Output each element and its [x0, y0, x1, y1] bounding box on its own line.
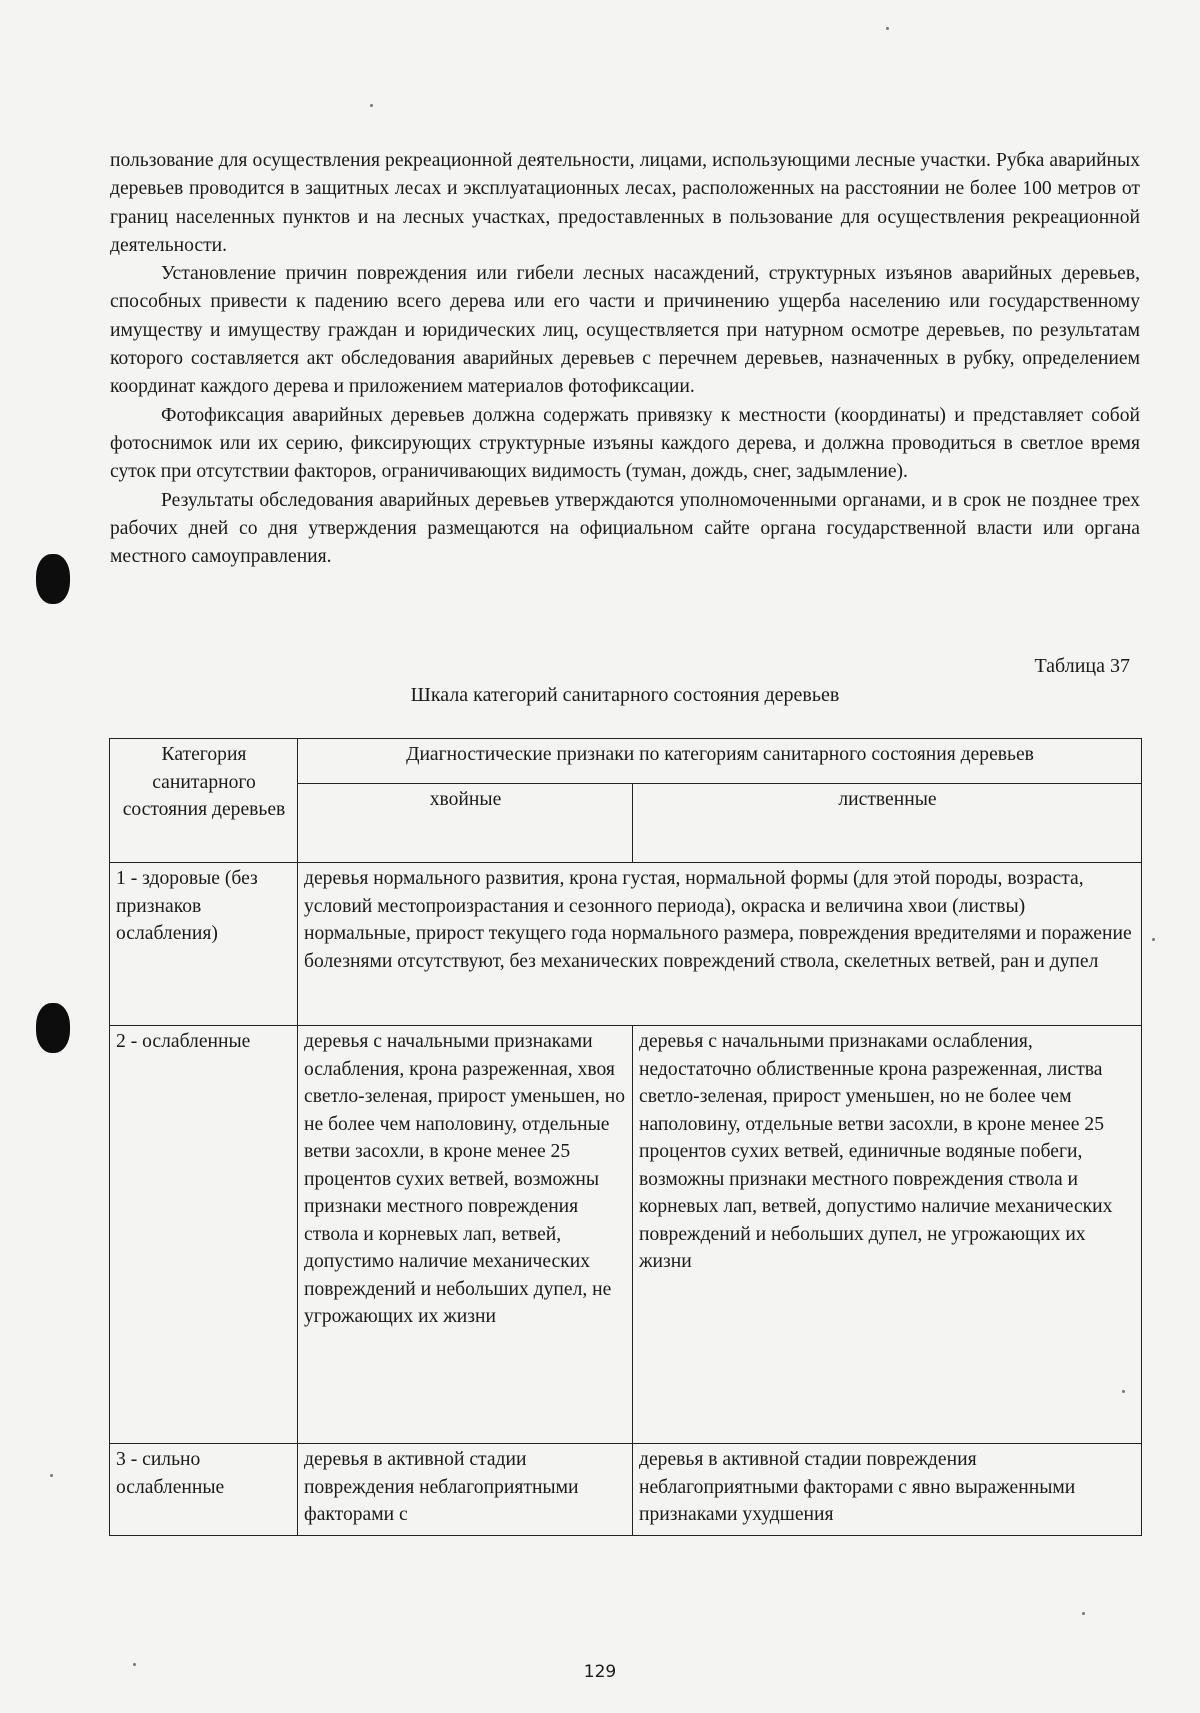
sanitary-category-table: [109, 738, 1142, 1536]
scan-speck: [1152, 938, 1155, 941]
header-deciduous: лиственные: [633, 784, 1142, 863]
paragraph-1: пользование для осуществления рекреационной деятельности, лицами, использующими лесные участки. Рубка аварийных деревьев проводится в защитных лесах и эксплуатационных лесах, расположенных на расстоянии не более 100 метров от границ населенных пунктов и на лесных участках, предоставленных в пользование для осуществления рекреационной деятельности.: [110, 150, 1140, 256]
page-number: 129: [583, 1662, 617, 1682]
scan-speck: [370, 104, 373, 107]
header-coniferous: хвойные: [298, 784, 633, 863]
header-category: Категория санитарного состояния деревьев: [110, 739, 298, 863]
row-category: 1 - здоровые (без признаков ослабления): [110, 863, 298, 1026]
table-title: Шкала категорий санитарного состояния деревьев: [410, 684, 840, 706]
row-deciduous-signs: деревья с начальными признаками ослабления, недостаточно облиственные крона разреженная, листва светло-зеленая, прирост уменьшен, но не более чем наполовину, отдельные ветви засохли, в кроне менее 25 процентов сухих ветвей, единичные водяные побеги, возможны признаки местного повреждения ствола и корневых лап, ветвей, допустимо наличие механических повреждений и небольших дупел, не угрожающих их жизни: [633, 1026, 1142, 1444]
row-deciduous-signs: деревья в активной стадии повреждения неблагоприятными факторами с явно выраженными признаками ухудшения: [633, 1444, 1142, 1536]
scan-speck: [1082, 1612, 1085, 1615]
row-coniferous-signs: деревья с начальными признаками ослабления, крона разреженная, хвоя светло-зеленая, прирост уменьшен, но не более чем наполовину, отдельные ветви засохли, в кроне менее 25 процентов сухих ветвей, возможны признаки местного повреждения ствола и корневых лап, ветвей, допустимо наличие механических повреждений и небольших дупел, не угрожающих их жизни: [298, 1026, 633, 1444]
paragraph-4: Результаты обследования аварийных деревьев утверждаются уполномоченными органами, и в срок не позднее трех рабочих дней со дня утверждения размещаются на официальном сайте органа государственной власти или органа местного самоуправления.: [110, 489, 1140, 568]
row-category: 2 - ослабленные: [110, 1026, 298, 1444]
row-merged-signs: деревья нормального развития, крона густая, нормальной формы (для этой породы, возраста, условий местопроизрастания и сезонного периода), окраска и величина хвои (листвы) нормальные, прирост текущего года нормального размера, повреждения вредителями и поражение болезнями отсутствуют, без механических повреждений ствола, скелетных ветвей, ран и дупел: [298, 863, 1142, 1026]
table-header-row: [110, 739, 1142, 784]
paragraph-3: Фотофиксация аварийных деревьев должна содержать привязку к местности (координаты) и представляет собой фотоснимок или их серию, фиксирующих структурные изъяны каждого дерева, и должна проводиться в светлое время суток при отсутствии факторов, ограничивающих видимость (туман, дождь, снег, задымление).: [110, 404, 1140, 483]
scan-speck: [886, 27, 889, 30]
row-category: 3 - сильно ослабленные: [110, 1444, 298, 1536]
punch-hole-mark-bottom: [36, 1003, 70, 1053]
header-diagnostic: Диагностические признаки по категориям санитарного состояния деревьев: [298, 739, 1142, 784]
table-row: [110, 1444, 1142, 1536]
table-row: [110, 1026, 1142, 1444]
scan-speck: [50, 1474, 53, 1477]
row-coniferous-signs: деревья в активной стадии повреждения неблагоприятными факторами с: [298, 1444, 633, 1536]
table-row: [110, 863, 1142, 1026]
page-content: [110, 147, 1140, 1525]
paragraph-2: Установление причин повреждения или гибели лесных насаждений, структурных изъянов аварийных деревьев, способных привести к падению всего дерева или его части и причинению ущерба населению или государственному имуществу и имуществу граждан и юридических лиц, осуществляется при натурном осмотре деревьев, по результатам которого составляется акт обследования аварийных деревьев с перечнем деревьев, назначенных в рубку, определением координат каждого дерева и приложением материалов фотофиксации.: [110, 263, 1140, 398]
punch-hole-mark-top: [36, 554, 70, 604]
table-number: Таблица 37: [1034, 655, 1130, 677]
